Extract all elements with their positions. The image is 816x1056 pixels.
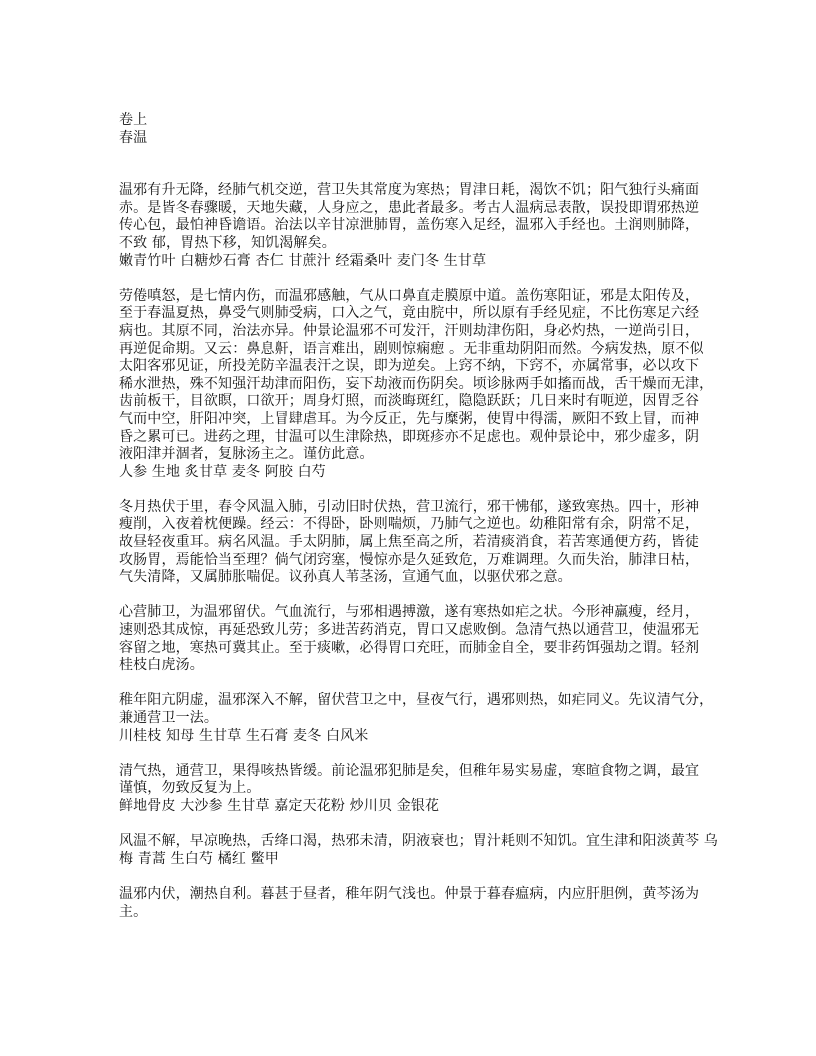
text-line: 太阳客邪见证，所投羌防辛温表汗之误，即为逆矣。上窍不纳，下窍不，亦属常事，必以攻下 — [119, 358, 700, 375]
case-paragraph — [119, 833, 719, 868]
text-line: 速则恐其成惊，再延恐致儿劳；多进苦药消克，胃口又虑败倒。急清气热以通营卫，使温邪无 — [119, 622, 700, 639]
case-paragraph — [119, 182, 719, 270]
case-paragraph — [119, 886, 719, 921]
document-page — [119, 112, 719, 939]
case-paragraph — [119, 604, 719, 674]
text-line: 不致 郁，胃热下移，知饥渴解矣。 — [119, 234, 336, 251]
text-line: 病也。其原不同，治法亦异。仲景论温邪不可发汗，汗则劫津伤阳，身必灼热，一逆尚引日， — [119, 322, 700, 339]
text-line: 心营肺卫，为温邪留伏。气血流行，与邪相遇搏激，遂有寒热如疟之状。今形神羸瘦，经月， — [119, 604, 700, 621]
text-line: 故昼轻夜重耳。病名风温。手太阴肺，属上焦至高之所，若清痰消食，若苦寒通便方药，皆徒 — [119, 534, 700, 551]
text-line: 嫩青竹叶 白糖炒石膏 杏仁 甘蔗汁 经霜桑叶 麦门冬 生甘草 — [119, 252, 487, 269]
text-line: 气失清降，又属肺胀喘促。议孙真人苇茎汤，宣通气血，以驱伏邪之意。 — [119, 569, 572, 586]
text-line: 传心包，最怕神昏谵语。治法以辛甘凉泄肺胃，盖伤寒入足经，温邪入手经也。土润则肺降， — [119, 217, 700, 234]
text-line: 齿前板干，目欲瞑，口欲开；周身灯照，而淡晦斑红，隐隐跃跃；几日来时有呃逆，因胃乏谷 — [119, 393, 700, 410]
text-line: 桂枝白虎汤。 — [119, 657, 204, 674]
text-line: 稀水泄热，殊不知强汗劫津而阳伤，妄下劫液而伤阴矣。顷诊脉两手如搐而战，舌干燥而无津， — [119, 375, 714, 392]
case-paragraph — [119, 288, 719, 482]
text-line: 主。 — [119, 903, 148, 920]
text-line: 兼通营卫一法。 — [119, 710, 219, 726]
text-line: 稚年阳亢阴虚，温邪深入不解，留伏营卫之中，昼夜气行，遇邪则热，如疟同义。先议清气分， — [119, 692, 714, 709]
case-paragraph — [119, 692, 719, 745]
text-line: 川桂枝 知母 生甘草 生石膏 麦冬 白风米 — [119, 727, 369, 744]
volume-title: 卷上 — [119, 112, 148, 128]
text-line: 攻肠胃，焉能恰当至理？倘气闭窍塞，慢惊亦是久延致危，万难调理。久而失治，肺津日枯， — [119, 551, 700, 568]
text-line: 风温不解，早凉晚热，舌绛口渴，热邪未清，阴液衰也；胃汁耗则不知饥。宜生津和阳淡黄芩 乌 — [119, 833, 718, 850]
text-line: 温邪有升无降，经肺气机交逆，营卫失其常度为寒热；胃津日耗，渴饮不饥；阳气独行头痛面 — [119, 182, 700, 199]
text-line: 气而中空，肝阳冲突，上冒肆虐耳。为今反正，先与糜粥，使胃中得濡，厥阳不致上冒，而神 — [119, 410, 700, 427]
text-line: 鲜地骨皮 大沙参 生甘草 嘉定天花粉 炒川贝 金银花 — [119, 797, 440, 814]
text-line: 梅 青蒿 生白芍 橘红 鳖甲 — [119, 850, 279, 867]
text-line: 谨慎，勿致反复为上。 — [119, 780, 261, 797]
text-line: 至于春温夏热，鼻受气则肺受病，口入之气，竟由脘中，所以原有手经见症，不比伤寒足六经 — [119, 305, 700, 322]
text-line: 瘦削，入夜着枕便躁。经云：不得卧，卧则喘烦，乃肺气之逆也。幼稚阳常有余，阴常不足， — [119, 516, 700, 533]
text-line: 人参 生地 炙甘草 麦冬 阿胶 白芍 — [119, 463, 326, 480]
text-line: 昏之累可已。进药之理，甘温可以生津除热，即斑疹亦不足虑也。观仲景论中，邪少虚多，阴 — [119, 428, 700, 445]
text-line: 液阳津并涸者，复脉汤主之。谨仿此意。 — [119, 446, 374, 463]
text-line: 再逆促命期。又云：鼻息鼾，语言难出，剧则惊痫瘛 。无非重劫阴阳而然。今病发热，原不似 — [119, 340, 704, 357]
text-line: 温邪内伏，潮热自利。暮甚于昼者，稚年阴气浅也。仲景于暮春瘟病，内应肝胆例，黄芩汤为 — [119, 885, 700, 902]
case-paragraph — [119, 499, 719, 587]
case-paragraph — [119, 763, 719, 816]
text-line: 容留之地，寒热可冀其止。至于痰嗽，必得胃口充旺，而肺金自全，要非药饵强劫之谓。轻剂 — [119, 639, 700, 656]
chapter-heading — [119, 112, 719, 147]
text-line: 冬月热伏于里，春令风温入肺，引动旧时伏热，营卫流行，邪干怫郁，遂致寒热。四十，形神 — [119, 498, 700, 515]
text-line: 劳倦嗔怒，是七情内伤，而温邪感触，气从口鼻直走膜原中道。盖伤寒阳证，邪是太阳传及， — [119, 287, 700, 304]
text-line: 赤。是皆冬春骤暖，天地失藏，人身应之，患此者最多。考古人温病忌表散，误投即谓邪热逆 — [119, 199, 700, 216]
section-title: 春温 — [119, 129, 148, 146]
document-body — [119, 182, 719, 921]
text-line: 清气热，通营卫，果得咳热皆缓。前论温邪犯肺是矣，但稚年易实易虚，寒暄食物之调，最宜 — [119, 762, 700, 779]
